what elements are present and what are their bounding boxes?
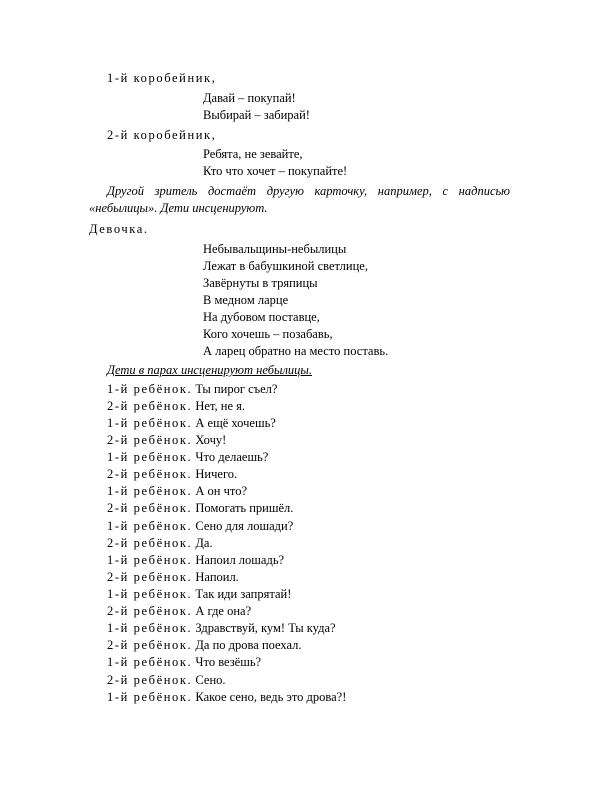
verse-line: Выбирай – забирай!: [203, 108, 310, 122]
dialogue-line: [107, 552, 284, 568]
dialogue-line: [107, 415, 276, 431]
dialogue-text: Что везёшь?: [195, 655, 262, 669]
dialogue-speaker: 2-й ребёнок.: [107, 536, 193, 550]
dialogue-line: [107, 535, 213, 551]
dialogue-speaker: 2-й ребёнок.: [107, 433, 193, 447]
dialogue-line: [107, 620, 336, 636]
dialogue-speaker: 1-й ребёнок.: [107, 519, 193, 533]
dialogue-speaker: 1-й ребёнок.: [107, 655, 193, 669]
speaker-label-peddler-1: 1-й коробейник,: [107, 71, 217, 85]
dialogue-line: [107, 500, 293, 516]
stage-direction: «небылицы». Дети инсценируют.: [89, 201, 268, 215]
dialogue-speaker: 1-й ребёнок.: [107, 484, 193, 498]
dialogue-text: Ты пирог съел?: [195, 382, 278, 396]
dialogue-text: Да.: [195, 536, 213, 550]
verse-line: В медном ларце: [203, 293, 289, 307]
dialogue-text: Да по дрова поехал.: [195, 638, 302, 652]
verse-line: На дубовом поставце,: [203, 310, 320, 324]
dialogue-text: Напоил лошадь?: [195, 553, 285, 567]
verse-line: Небывальщины-небылицы: [203, 242, 347, 256]
dialogue-line: [107, 672, 226, 688]
dialogue-text: Хочу!: [195, 433, 227, 447]
dialogue-line: [107, 518, 293, 534]
dialogue-speaker: 2-й ребёнок.: [107, 467, 193, 481]
dialogue-speaker: 2-й ребёнок.: [107, 604, 193, 618]
verse-line: Кого хочешь – позабавь,: [203, 327, 333, 341]
dialogue-line: [107, 603, 251, 619]
dialogue-speaker: 1-й ребёнок.: [107, 553, 193, 567]
dialogue-line: [107, 466, 237, 482]
dialogue-line: [107, 637, 302, 653]
dialogue-speaker: 1-й ребёнок.: [107, 416, 193, 430]
dialogue-speaker: 2-й ребёнок.: [107, 638, 193, 652]
dialogue-text: Так иди запрятай!: [195, 587, 292, 601]
dialogue-text: Сено.: [195, 673, 226, 687]
verse-line: Давай – покупай!: [203, 91, 296, 105]
dialogue-text: Что делаешь?: [195, 450, 269, 464]
dialogue-text: Помогать пришёл.: [195, 501, 294, 515]
dialogue-text: А где она?: [195, 604, 252, 618]
dialogue-line: [107, 569, 239, 585]
dialogue-speaker: 1-й ребёнок.: [107, 382, 193, 396]
dialogue-line: [107, 483, 247, 499]
verse-line: Лежат в бабушкиной светлице,: [203, 259, 368, 273]
verse-line: Ребята, не зевайте,: [203, 147, 303, 161]
dialogue-text: А ещё хочешь?: [195, 416, 276, 430]
verse-line: А ларец обратно на место поставь.: [203, 344, 389, 358]
dialogue-speaker: 2-й ребёнок.: [107, 399, 193, 413]
dialogue-speaker: 2-й ребёнок.: [107, 570, 193, 584]
dialogue-text: А он что?: [195, 484, 248, 498]
dialogue-text: Ничего.: [195, 467, 238, 481]
dialogue-speaker: 1-й ребёнок.: [107, 690, 193, 704]
stage-direction: Другой зритель достаёт другую карточку, например, с надписью: [107, 184, 510, 198]
dialogue-text: Здравствуй, кум! Ты куда?: [195, 621, 336, 635]
dialogue-line: [107, 449, 268, 465]
dialogue-line: [107, 381, 277, 397]
dialogue-line: [107, 586, 291, 602]
dialogue-speaker: 1-й ребёнок.: [107, 621, 193, 635]
verse-line: Завёрнуты в тряпицы: [203, 276, 318, 290]
dialogue-speaker: 2-й ребёнок.: [107, 501, 193, 515]
speaker-label-girl: Девочка.: [89, 222, 149, 236]
stage-direction-underlined: Дети в парах инсценируют небылицы.: [107, 363, 312, 377]
dialogue-text: Какое сено, ведь это дрова?!: [195, 690, 347, 704]
dialogue-speaker: 1-й ребёнок.: [107, 587, 193, 601]
dialogue-text: Напоил.: [195, 570, 239, 584]
verse-line: Кто что хочет – покупайте!: [203, 164, 348, 178]
dialogue-line: [107, 398, 245, 414]
dialogue-text: Нет, не я.: [195, 399, 245, 413]
speaker-label-peddler-2: 2-й коробейник,: [107, 128, 217, 142]
dialogue-speaker: 2-й ребёнок.: [107, 673, 193, 687]
dialogue-line: [107, 654, 261, 670]
dialogue-line: [107, 689, 346, 705]
dialogue-text: Сено для лошади?: [195, 519, 294, 533]
dialogue-speaker: 1-й ребёнок.: [107, 450, 193, 464]
dialogue-line: [107, 432, 226, 448]
